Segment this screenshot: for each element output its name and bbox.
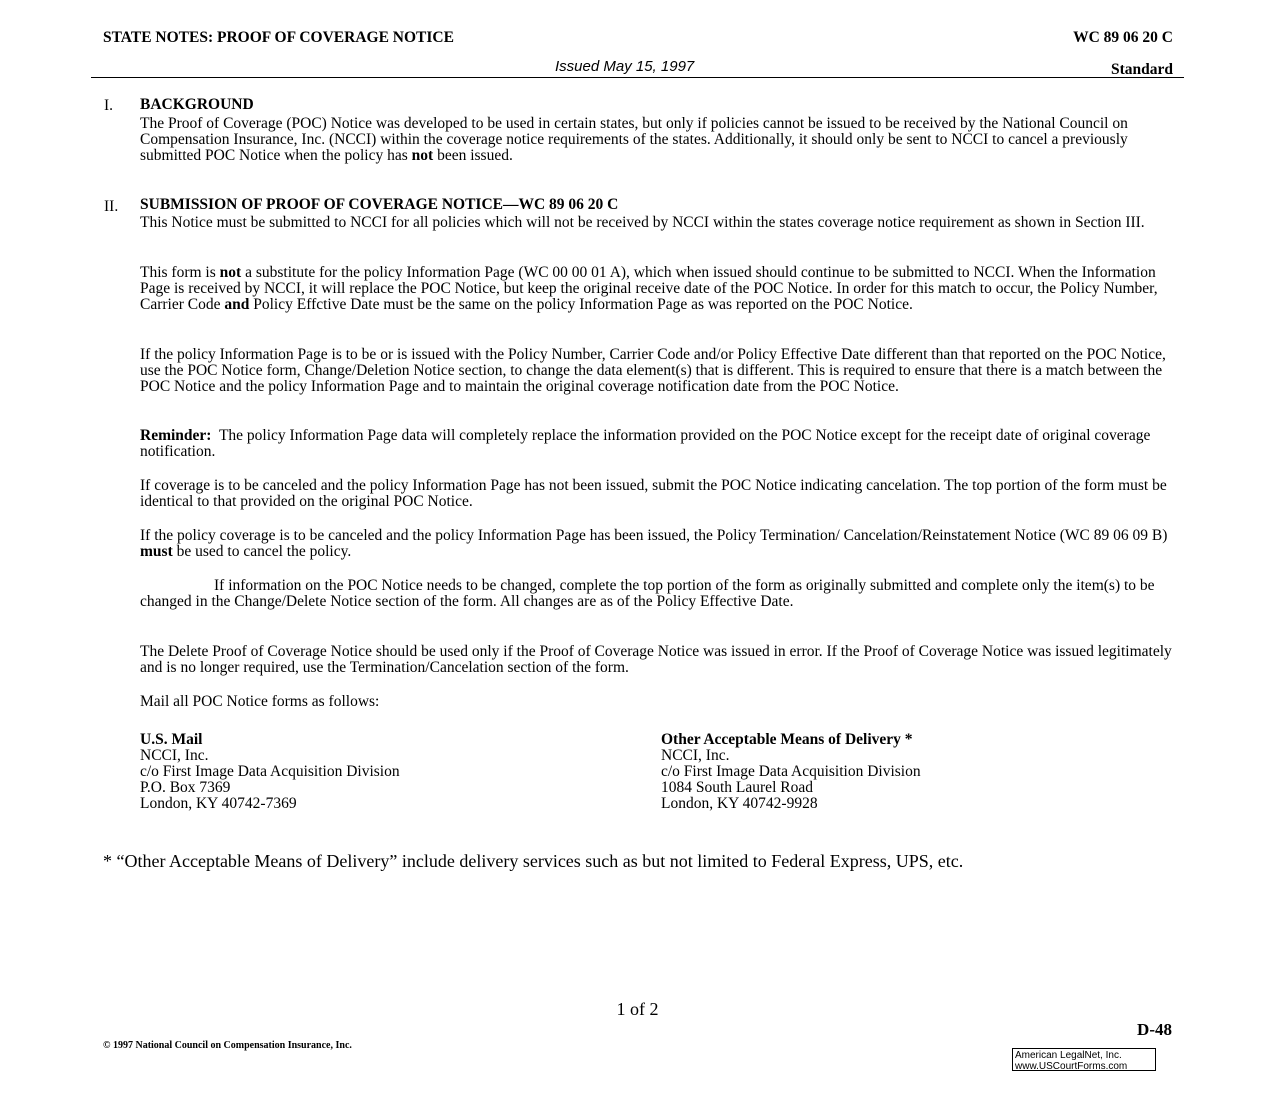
copyright: © 1997 National Council on Compensation Insurance, Inc. [103,1040,352,1051]
section-2-title: SUBMISSION OF PROOF OF COVERAGE NOTICE—WC 89 06 20 C [140,196,619,213]
different-data-paragraph: If the policy Information Page is to be or is issued with the Policy Number, Carrier Code and/or Policy Effective Date different than that reported on the POC Notice, use the POC Notice form, Change/Deletion Notice section, to change the data element(s) that is different. This is required to ensure that there is a match between the POC Notice and the policy Information Page and to maintain the original coverage notification date from the POC Notice. [140,346,1166,395]
cancel-not-issued-paragraph: If coverage is to be canceled and the policy Information Page has not been issued, submit the POC Notice indicating cancelation. The top portion of the form must be identical to that provided on the original POC Notice. [140,477,1167,510]
address-line: NCCI, Inc. [661,747,730,764]
address-line: NCCI, Inc. [140,747,209,764]
address-line: c/o First Image Data Acquisition Division [661,763,921,780]
address-line: P.O. Box 7369 [140,779,231,796]
section-2-number: II. [104,198,119,215]
other-delivery-address [661,732,921,812]
stamp-line: American LegalNet, Inc. [1015,1050,1122,1061]
delete-paragraph: The Delete Proof of Coverage Notice should be used only if the Proof of Coverage Notice was issued in error. If the Proof of Coverage Notice was issued legitimately and is no longer required, use the Termination/Cancelation section of the form. [140,643,1172,676]
submission-paragraph: This Notice must be submitted to NCCI for all policies which will not be received by NCCI within the states coverage notice requirement as shown in Section III. [140,214,1145,231]
header-divider [91,77,1184,78]
substitute-paragraph: This form is not a substitute for the policy Information Page (WC 00 00 01 A), which when issued should continue to be submitted to NCCI. When the Information Page is received by NCCI, it will replace the POC Notice, but keep the original receive date of the POC Notice. In order for this match to occur, the Policy Number, Carrier Code and Policy Effctive Date must be the same on the policy Information Page as was reported on the POC Notice. [140,264,1158,313]
reminder-paragraph: Reminder: The policy Information Page data will completely replace the information provided on the POC Notice except for the receipt date of original coverage notification. [140,427,1151,460]
cancel-issued-paragraph: If the policy coverage is to be canceled and the policy Information Page has been issued, the Policy Termination/ Cancelation/Reinstatement Notice (WC 89 06 09 B) must be used to cancel the policy. [140,527,1168,560]
issued-date: Issued May 15, 1997 [555,58,695,75]
form-type: Standard [1110,61,1173,78]
page-number: 1 of 2 [616,999,659,1019]
us-mail-title: U.S. Mail [140,731,203,748]
address-line: c/o First Image Data Acquisition Division [140,763,400,780]
form-number: WC 89 06 20 C [1073,29,1173,46]
change-paragraph: If information on the POC Notice needs to be changed, complete the top portion of the form as originally submitted and complete only the item(s) to be changed in the Change/Delete Notice section of the form. All changes are as of the Policy Effective Date. [140,577,1155,610]
address-line: London, KY 40742-7369 [140,795,297,812]
section-1-number: I. [104,97,114,114]
page-code: D-48 [1137,1020,1172,1039]
address-line: London, KY 40742-9928 [661,795,818,812]
legalnet-stamp [1012,1048,1156,1071]
other-delivery-title: Other Acceptable Means of Delivery * [661,731,913,748]
footnote: * “Other Acceptable Means of Delivery” include delivery services such as but not limited to Federal Express, UPS, etc. [103,851,964,871]
document-title: STATE NOTES: PROOF OF COVERAGE NOTICE [103,29,454,46]
section-1-title: BACKGROUND [140,96,254,113]
mail-instructions: Mail all POC Notice forms as follows: [140,693,380,710]
stamp-line: www.USCourtForms.com [1015,1061,1128,1072]
address-line: 1084 South Laurel Road [661,779,813,796]
background-paragraph: The Proof of Coverage (POC) Notice was developed to be used in certain states, but only if policies cannot be issued to be received by the National Council on Compensation Insurance, Inc. (NCCI) within the coverage notice requirements of the states. Additionally, it should only be sent to NCCI to cancel a previously submitted POC Notice when the policy has not been issued. [140,115,1128,164]
us-mail-address [140,732,400,812]
